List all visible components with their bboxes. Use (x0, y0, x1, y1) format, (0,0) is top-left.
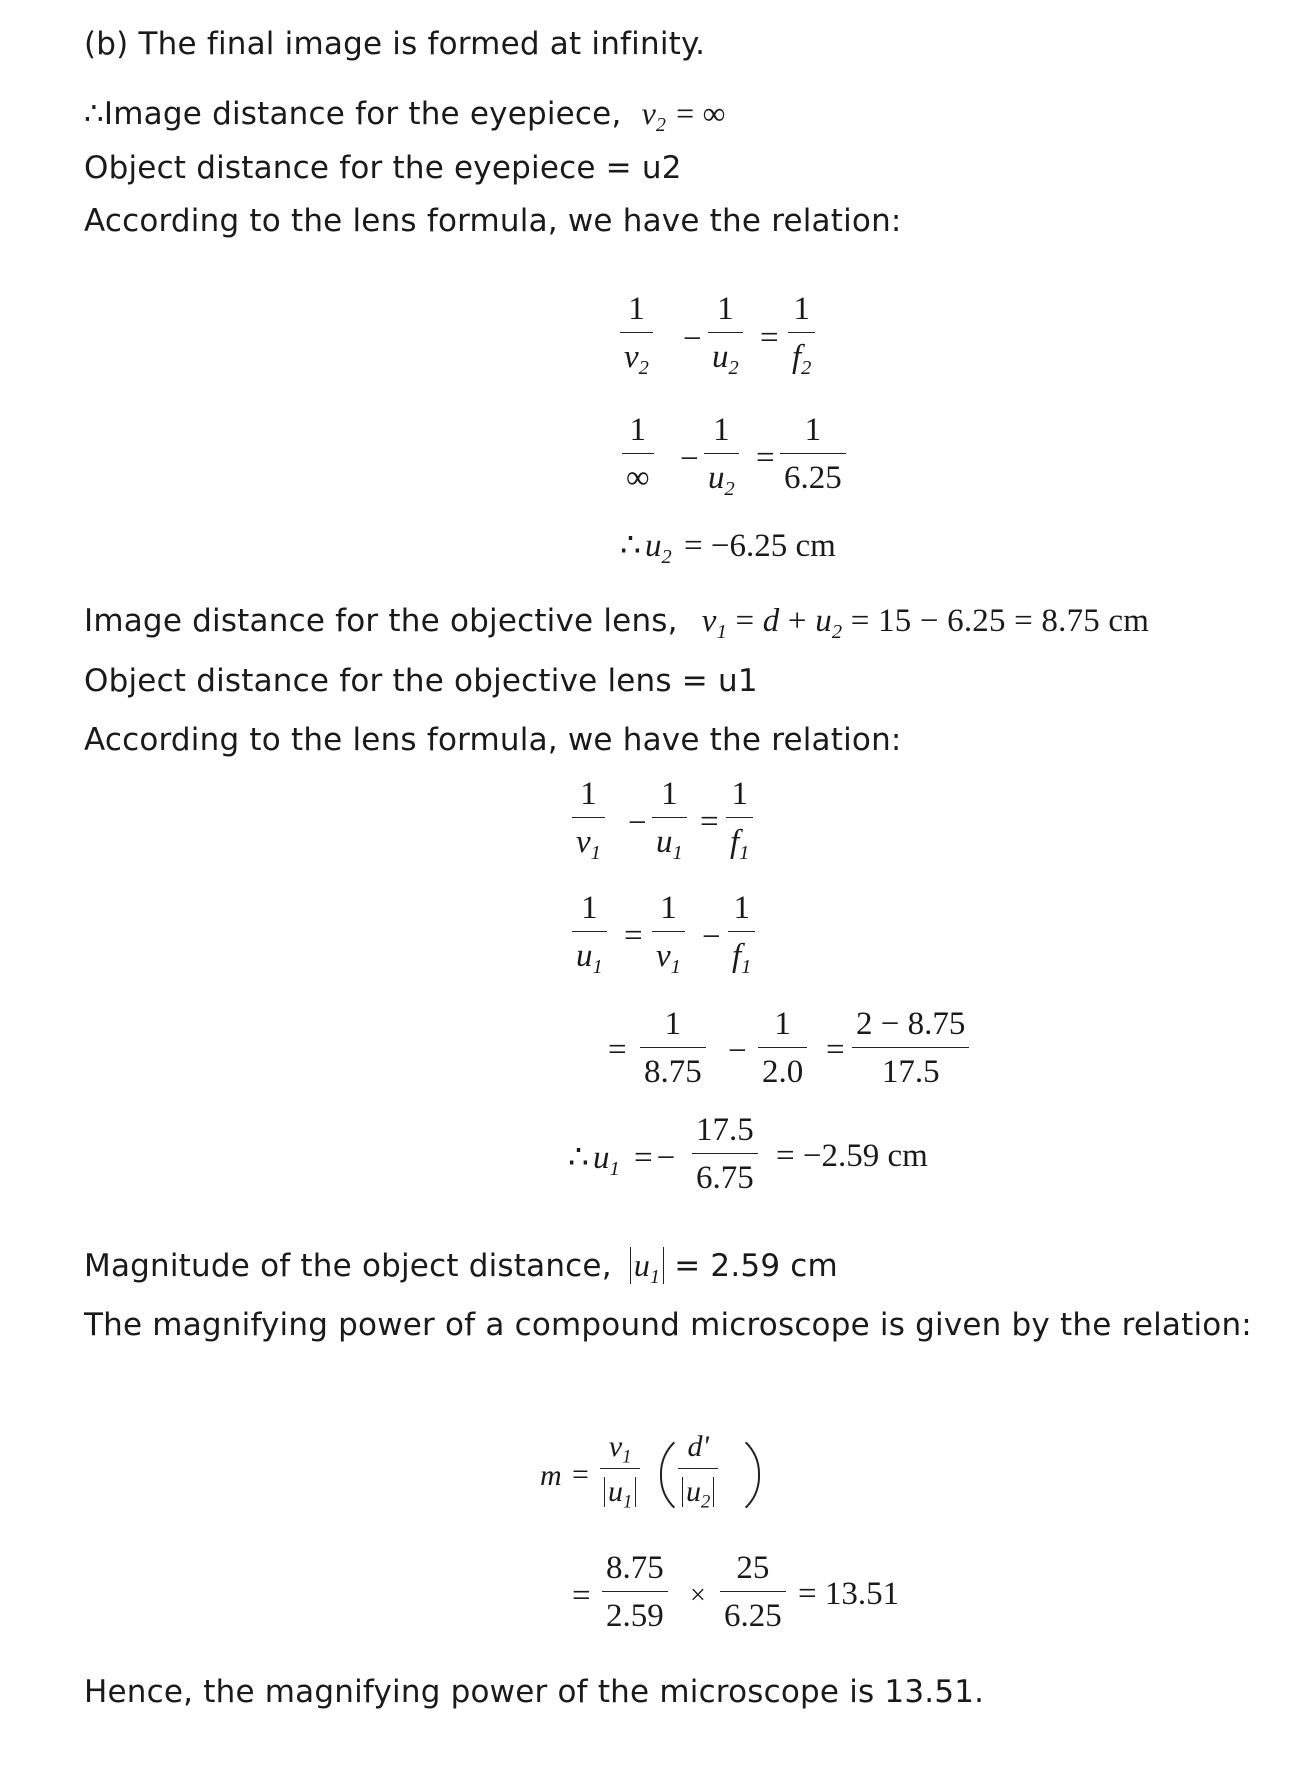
frac-1-over-f1: 1 $f_1$ (726, 778, 753, 859)
frac-1-over-v1: 1 $v_1$ (572, 778, 605, 859)
v2-symbol: $v_2$ (641, 95, 667, 136)
magnitude-line: Magnitude of the object distance, $u_1 = 2.59$ cm (84, 1247, 838, 1288)
magnifying-power-intro: The magnifying power of a compound microscope is given by the relation: (84, 1307, 1252, 1343)
frac-8-75-over-2-59: 8.75 2.59 (602, 1552, 668, 1633)
frac-1-over-8-75: 1 8.75 (640, 1008, 706, 1089)
frac-1-over-u2-b: 1 $u_2$ (704, 414, 739, 495)
v1-expression: $v_1 = d + u_2 = 15 - 6.25 = 8.75$ cm (701, 603, 1150, 644)
eyepiece-image-distance-line (84, 95, 726, 136)
frac-v1-over-abs-u1: $v_1$ $u_1$ (600, 1432, 640, 1507)
frac-1-over-6-25: 1 6.25 (780, 414, 846, 495)
frac-1-over-u1-b: 1 $u_1$ (572, 892, 607, 973)
lens-formula-intro-1: According to the lens formula, we have the relation: (84, 203, 902, 239)
frac-1-over-f1-b: 1 $f_1$ (728, 892, 755, 973)
heading-part-b: (b) The final image is formed at infinity. (84, 26, 706, 62)
objective-image-distance-line (84, 603, 1150, 644)
objective-object-distance-line: Object distance for the objective lens = u1 (84, 663, 758, 699)
frac-diff-over-17-5: 2 − 8.75 17.5 (852, 1008, 969, 1089)
u2-result: ∴ $u_2 = -6.25$ cm (620, 528, 836, 569)
frac-25-over-6-25: 25 6.25 (720, 1552, 786, 1633)
abs-u1: $u_1$ (630, 1247, 664, 1284)
conclusion-line: Hence, the magnifying power of the microscope is 13.51. (84, 1674, 985, 1710)
frac-1-over-u2: 1 $u_2$ (708, 293, 743, 374)
frac-1-over-infinity: 1 ∞ (622, 414, 654, 495)
objective-image-distance-label: Image distance for the objective lens, (84, 603, 678, 639)
lens-formula-intro-2: According to the lens formula, we have the relation: (84, 722, 902, 758)
frac-1-over-v2: 1 $v_2$ (620, 293, 653, 374)
v2-value: = ∞ (676, 95, 726, 131)
frac-17-5-over-6-75: 17.5 6.75 (692, 1114, 758, 1195)
u1-lhs: ∴ $u_1$ = − (568, 1140, 676, 1181)
eyepiece-object-distance-line: Object distance for the eyepiece = u2 (84, 150, 682, 186)
frac-1-over-u1: 1 $u_1$ (652, 778, 687, 859)
frac-1-over-f2: 1 $f_2$ (788, 293, 815, 374)
frac-1-over-2-0: 1 2.0 (758, 1008, 807, 1089)
frac-1-over-v1-b: 1 $v_1$ (652, 892, 685, 973)
eyepiece-image-distance-label: ∴Image distance for the eyepiece, (84, 96, 622, 132)
frac-d-over-abs-u2: d' $u_2$ (678, 1432, 718, 1507)
